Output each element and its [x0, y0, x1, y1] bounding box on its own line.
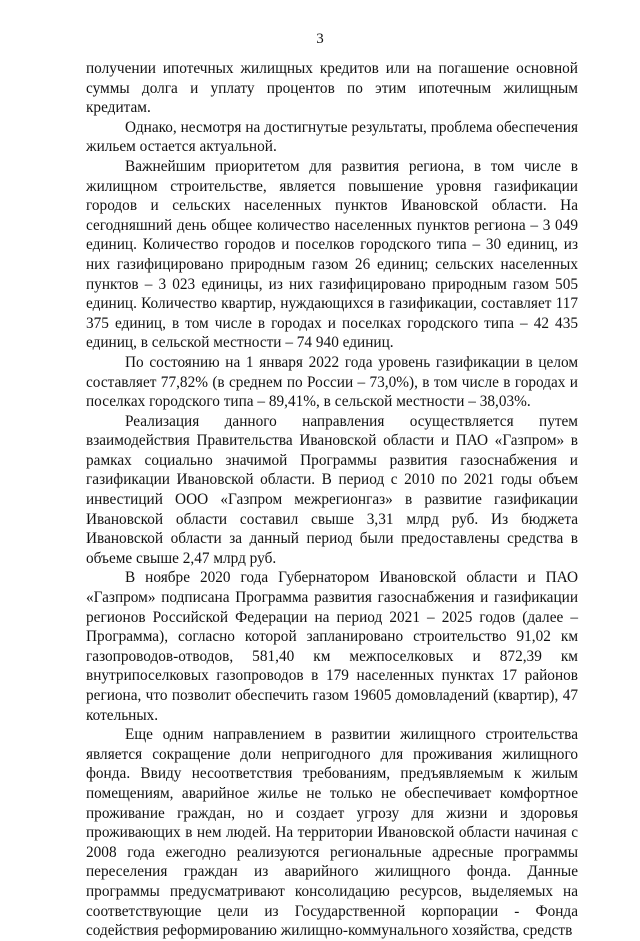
paragraph-housing-problem: Однако, несмотря на достигнутые результаты, проблема обеспечения жильем остается актуальной.	[86, 118, 578, 156]
paragraph-gazprom-cooperation: Реализация данного направления осуществляется путем взаимодействия Правительства Ивановской области и ПАО «Газпром» в рамках социально значимой Программы развития газоснабжения и газификации Ивановской области. В период с 2010 по 2021 годы объем инвестиций ООО «Газпром межрегионгаз» в развитие газификации Ивановской области составил свыше 3,31 млрд руб. Из бюджета Ивановской области за данный период были предоставлены средства в объеме свыше 2,47 млрд руб.	[86, 412, 578, 567]
paragraph-gasification-priority: Важнейшим приоритетом для развития региона, в том числе в жилищном строительстве, является повышение уровня газификации городов и сельских населенных пунктов Ивановской области. На сегодняшний день общее количество населенных пунктов региона – 3 049 единиц. Количество городов и поселков городского типа – 30 единиц, из них газифицировано природным газом 26 единиц; сельских населенных пунктов – 3 023 единицы, из них газифицировано природным газом 505 единиц. Количество квартир, нуждающихся в газификации, составляет 117 375 единиц, в том числе в городах и поселках городского типа – 42 435 единиц, в сельской местности – 74 940 единиц.	[86, 157, 578, 352]
paragraph-gasification-level: По состоянию на 1 января 2022 года уровень газификации в целом составляет 77,82% (в среднем по России – 73,0%), в том числе в городах и поселках городского типа – 89,41%, в сельской местности – 38,03%.	[86, 353, 578, 411]
page-number: 3	[316, 31, 324, 47]
paragraph-mortgage-continuation: получении ипотечных жилищных кредитов или на погашение основной суммы долга и уплату процентов по этим ипотечным жилищным кредитам.	[86, 60, 578, 117]
paragraph-gasification-program: В ноябре 2020 года Губернатором Ивановской области и ПАО «Газпром» подписана Программа развития газоснабжения и газификации регионов Российской Федерации на период 2021 – 2025 годов (далее – Программа), согласно которой запланировано строительство 91,02 км газопроводов-отводов, 581,40 км межпоселковых и 872,39 км внутрипоселковых газопроводов в 179 населенных пунктах 17 районов региона, что позволит обеспечить газом 19605 домовладений (квартир), 47 котельных.	[86, 569, 578, 724]
paragraph-emergency-housing: Еще одним направлением в развитии жилищного строительства является сокращение доли непригодного для проживания жилищного фонда. Ввиду несоответствия требованиям, предъявляемым к жилым помещениям, аварийное жилье не только не обеспечивает комфортное проживание граждан, но и создает угрозу для жизни и здоровья проживающих в нем людей. На территории Ивановской области начиная с 2008 года ежегодно реализуются региональные адресные программы переселения граждан из аварийного жилищного фонда. Данные программы предусматривают консолидацию ресурсов, выделяемых на соответствующие цели из Государственной корпорации - Фонда содействия реформированию жилищно-коммунального хозяйства, средств	[86, 726, 578, 940]
body-text	[86, 59, 578, 941]
